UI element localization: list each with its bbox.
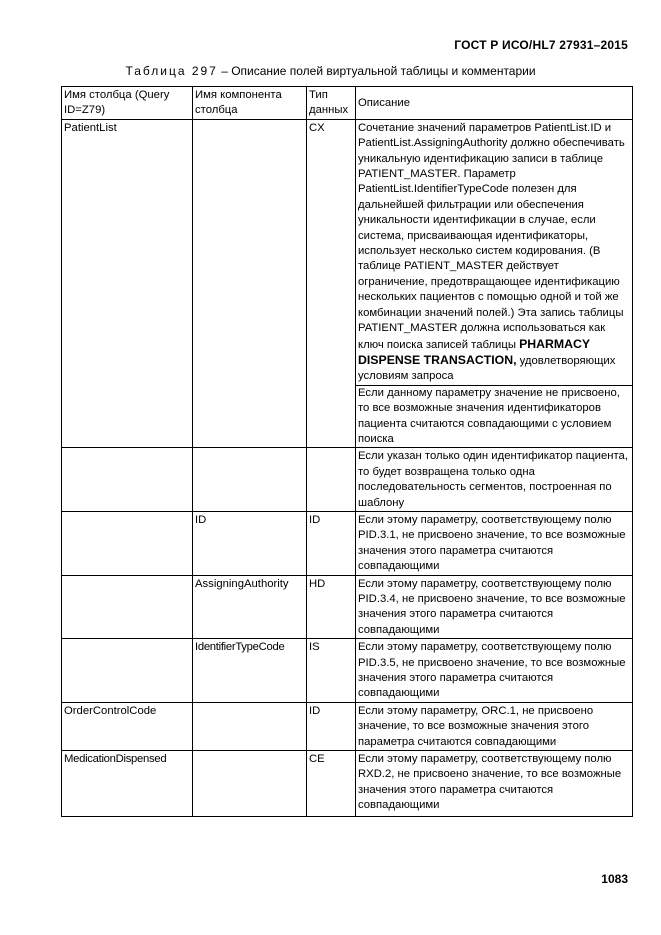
description-subsection: Если данному параметру значение не присвоено, то все возможные значения идентификаторов пациента считаются совпадающими с условием поиска bbox=[356, 385, 632, 448]
table-row bbox=[62, 575, 633, 639]
cell-type: IS bbox=[307, 639, 356, 703]
page-number: 1083 bbox=[601, 872, 628, 886]
column-header-component: Имя компонента столбца bbox=[193, 87, 307, 120]
table-row bbox=[62, 511, 633, 575]
cell-type: HD bbox=[307, 575, 356, 639]
cell-name bbox=[62, 575, 193, 639]
cell-type: CX bbox=[307, 119, 356, 448]
cell-description: Если этому параметру, соответствующему полю PID.3.5, не присвоено значение, то все возможные значения этого параметра считаются совпадающими bbox=[356, 639, 633, 703]
table-row bbox=[62, 751, 633, 817]
cell-component: AssigningAuthority bbox=[193, 575, 307, 639]
cell-name bbox=[62, 639, 193, 703]
table-caption bbox=[0, 64, 661, 78]
cell-name: MedicationDispensed bbox=[62, 751, 193, 817]
cell-type: ID bbox=[307, 702, 356, 750]
cell-component: ID bbox=[193, 511, 307, 575]
cell-component bbox=[193, 119, 307, 448]
description-tail-text: удовлетворяющих условиям запроса bbox=[358, 354, 616, 383]
column-header-name: Имя столбца (Query ID=Z79) bbox=[62, 87, 193, 120]
table-caption-dash: – bbox=[221, 64, 228, 78]
cell-type: CE bbox=[307, 751, 356, 817]
cell-type bbox=[307, 448, 356, 512]
cell-description: Если этому параметру, соответствующему полю RXD.2, не присвоено значение, то все возможные значения этого параметра считаются совпадающими bbox=[356, 751, 633, 817]
table-row bbox=[62, 702, 633, 750]
cell-name bbox=[62, 448, 193, 512]
cell-type: ID bbox=[307, 511, 356, 575]
cell-description bbox=[356, 119, 633, 448]
cell-component bbox=[193, 751, 307, 817]
description-text: Сочетание значений параметров PatientList.ID и PatientList.AssigningAuthority должно обеспечивать уникальную идентификацию записи в таблице PATIENT_MASTER. Параметр PatientList.IdentifierTypeCode полезен для дальнейшей фильтрации или обеспечения уникальности идентификации в случае, если система, присваивающая идентификаторы, использует несколько систем кодирования. (В таблице PATIENT_MASTER действует ограничение, предотвращающее идентификацию нескольких пациентов с помощью одной и той же комбинации значений полей.) Эта запись таблицы PATIENT_MASTER должна использоваться как ключ поиска записей таблицы bbox=[358, 121, 625, 351]
cell-component bbox=[193, 702, 307, 750]
column-header-description: Описание bbox=[356, 87, 633, 120]
cell-description: Если указан только один идентификатор пациента, то будет возвращена только одна последовательность сегментов, построенная по шаблону bbox=[356, 448, 633, 512]
cell-component bbox=[193, 448, 307, 512]
column-header-type: Тип данных bbox=[307, 87, 356, 120]
cell-description: Если этому параметру, ORC.1, не присвоено значение, то все возможные значения этого параметра считаются совпадающими bbox=[356, 702, 633, 750]
description-bold-text: PHARMACY DISPENSE TRANSACTION, bbox=[358, 336, 590, 367]
cell-description: Если этому параметру, соответствующему полю PID.3.1, не присвоено значение, то все возможные значения этого параметра считаются совпадающими bbox=[356, 511, 633, 575]
table-row bbox=[62, 119, 633, 448]
table-caption-title: Описание полей виртуальной таблицы и комментарии bbox=[231, 64, 536, 78]
cell-name: OrderControlCode bbox=[62, 702, 193, 750]
standard-header: ГОСТ Р ИСО/HL7 27931–2015 bbox=[454, 38, 628, 52]
table-header-row bbox=[62, 87, 633, 120]
cell-name: PatientList bbox=[62, 119, 193, 448]
cell-component: IdentifierTypeCode bbox=[193, 639, 307, 703]
table-row bbox=[62, 639, 633, 703]
cell-name bbox=[62, 511, 193, 575]
table-row bbox=[62, 448, 633, 512]
table-caption-label: Таблица 297 bbox=[125, 64, 218, 78]
cell-description: Если этому параметру, соответствующему полю PID.3.4, не присвоено значение, то все возможные значения этого параметра считаются совпадающими bbox=[356, 575, 633, 639]
fields-table bbox=[61, 86, 633, 817]
